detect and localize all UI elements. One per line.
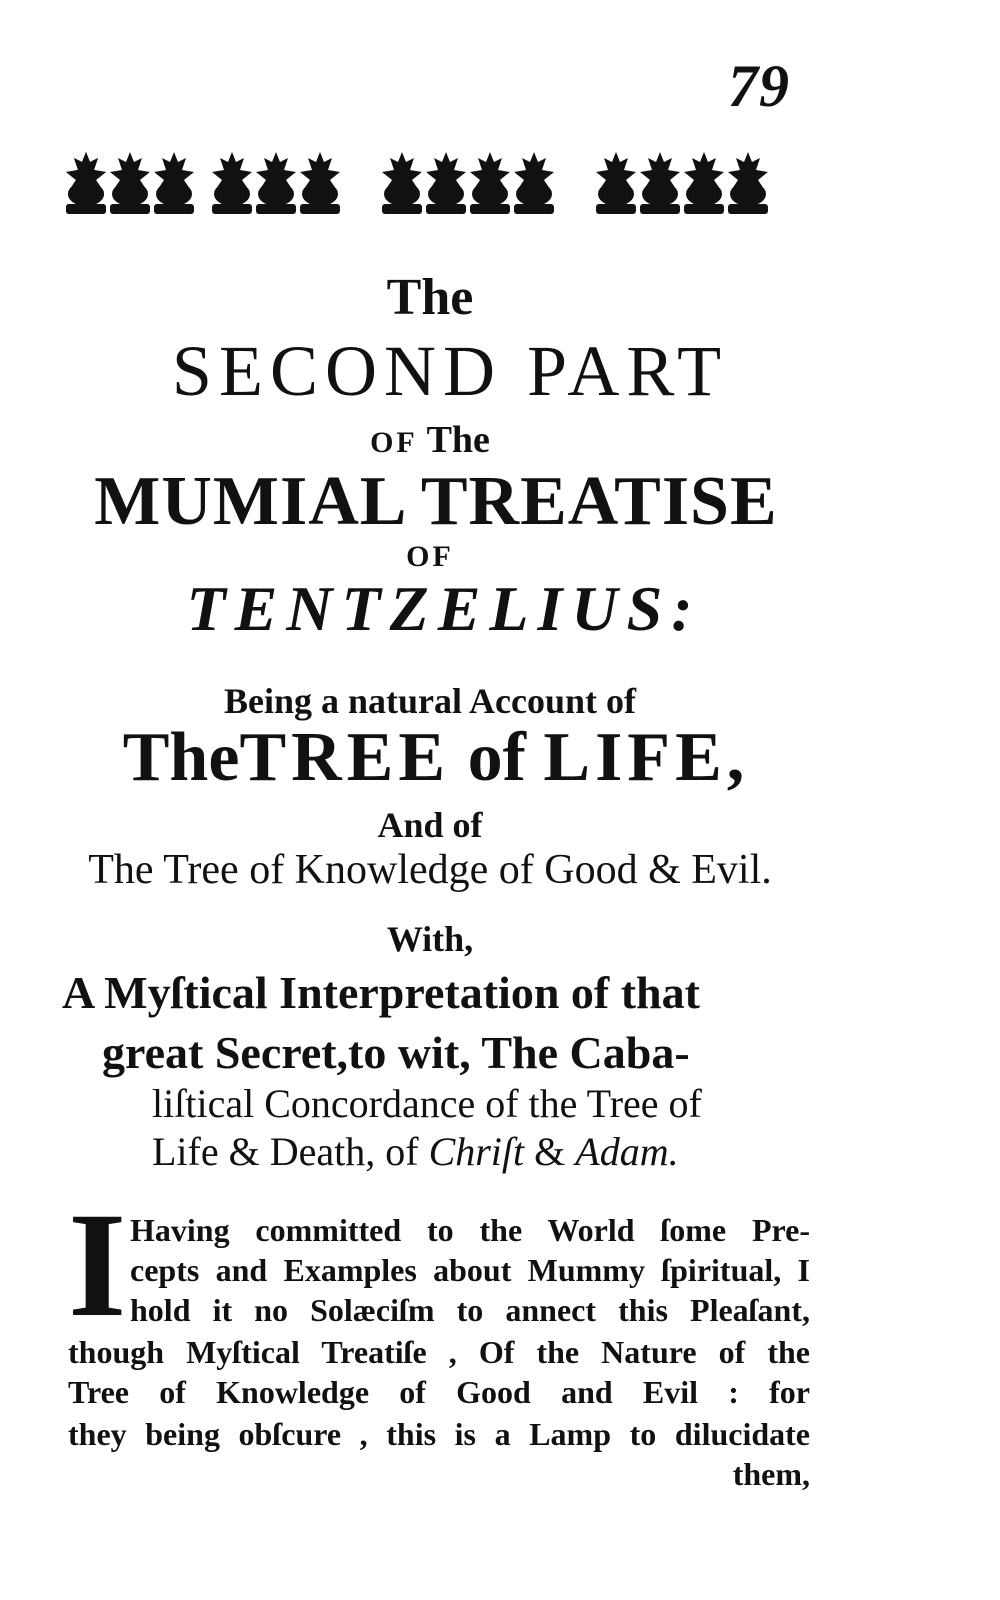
body-line-2: cepts and Examples about Mummy ſpiritual, I	[130, 1252, 810, 1288]
body-line-6: they being obſcure , this is a Lamp to dilucidate	[68, 1416, 810, 1452]
title-and-of: And of	[377, 805, 483, 845]
title-author: TENTZELIUS:	[186, 573, 702, 644]
body-line-7-catchword: them,	[732, 1456, 810, 1492]
tree-life: LIFE,	[543, 719, 750, 796]
title-being-account: Being a natural Account of	[223, 681, 636, 721]
title-of-the-the: The	[426, 419, 490, 461]
body-line-4: though Myſtical Treatiſe , Of the Nature of the	[68, 1334, 810, 1370]
title-tree-of-life	[6, 718, 866, 798]
title-of-the	[0, 418, 860, 462]
title-mumial-treatise: MUMIAL TREATISE	[94, 463, 778, 540]
title-of: OF	[406, 540, 454, 573]
title-second-part: SECOND PART	[171, 331, 729, 411]
subtitle-adam: Adam.	[575, 1129, 679, 1174]
subtitle-line-4	[152, 1128, 679, 1175]
subtitle-life-death: Life & Death, of	[152, 1129, 429, 1174]
tree-of: of	[467, 719, 526, 796]
subtitle-line-2: great Secret,to wit, The Caba-	[102, 1027, 690, 1078]
tree-the: The	[122, 719, 240, 796]
title-the: The	[386, 269, 474, 326]
tree-caps: TREE	[239, 719, 451, 796]
body-line-1: Having committed to the World ſome Pre-	[130, 1212, 810, 1248]
title-tree-of-knowledge: The Tree of Knowledge of Good & Evil.	[88, 847, 772, 893]
subtitle-line-3: liſtical Concordance of the Tree of	[152, 1081, 702, 1126]
title-of-the-of: OF	[370, 426, 418, 459]
subtitle-and: &	[524, 1129, 576, 1174]
subtitle-christ: Chriſt	[428, 1129, 525, 1174]
ornament-band-icon	[60, 148, 795, 220]
title-with: With,	[386, 919, 474, 959]
body-line-3: hold it no Solæciſm to annect this Pleaſant,	[130, 1292, 810, 1328]
page-number: 79	[728, 53, 790, 119]
body-line-5: Tree of Knowledge of Good and Evil : for	[68, 1374, 810, 1410]
drop-cap: I	[68, 1182, 127, 1348]
subtitle-line-1: A Myſtical Interpretation of that	[62, 967, 700, 1018]
